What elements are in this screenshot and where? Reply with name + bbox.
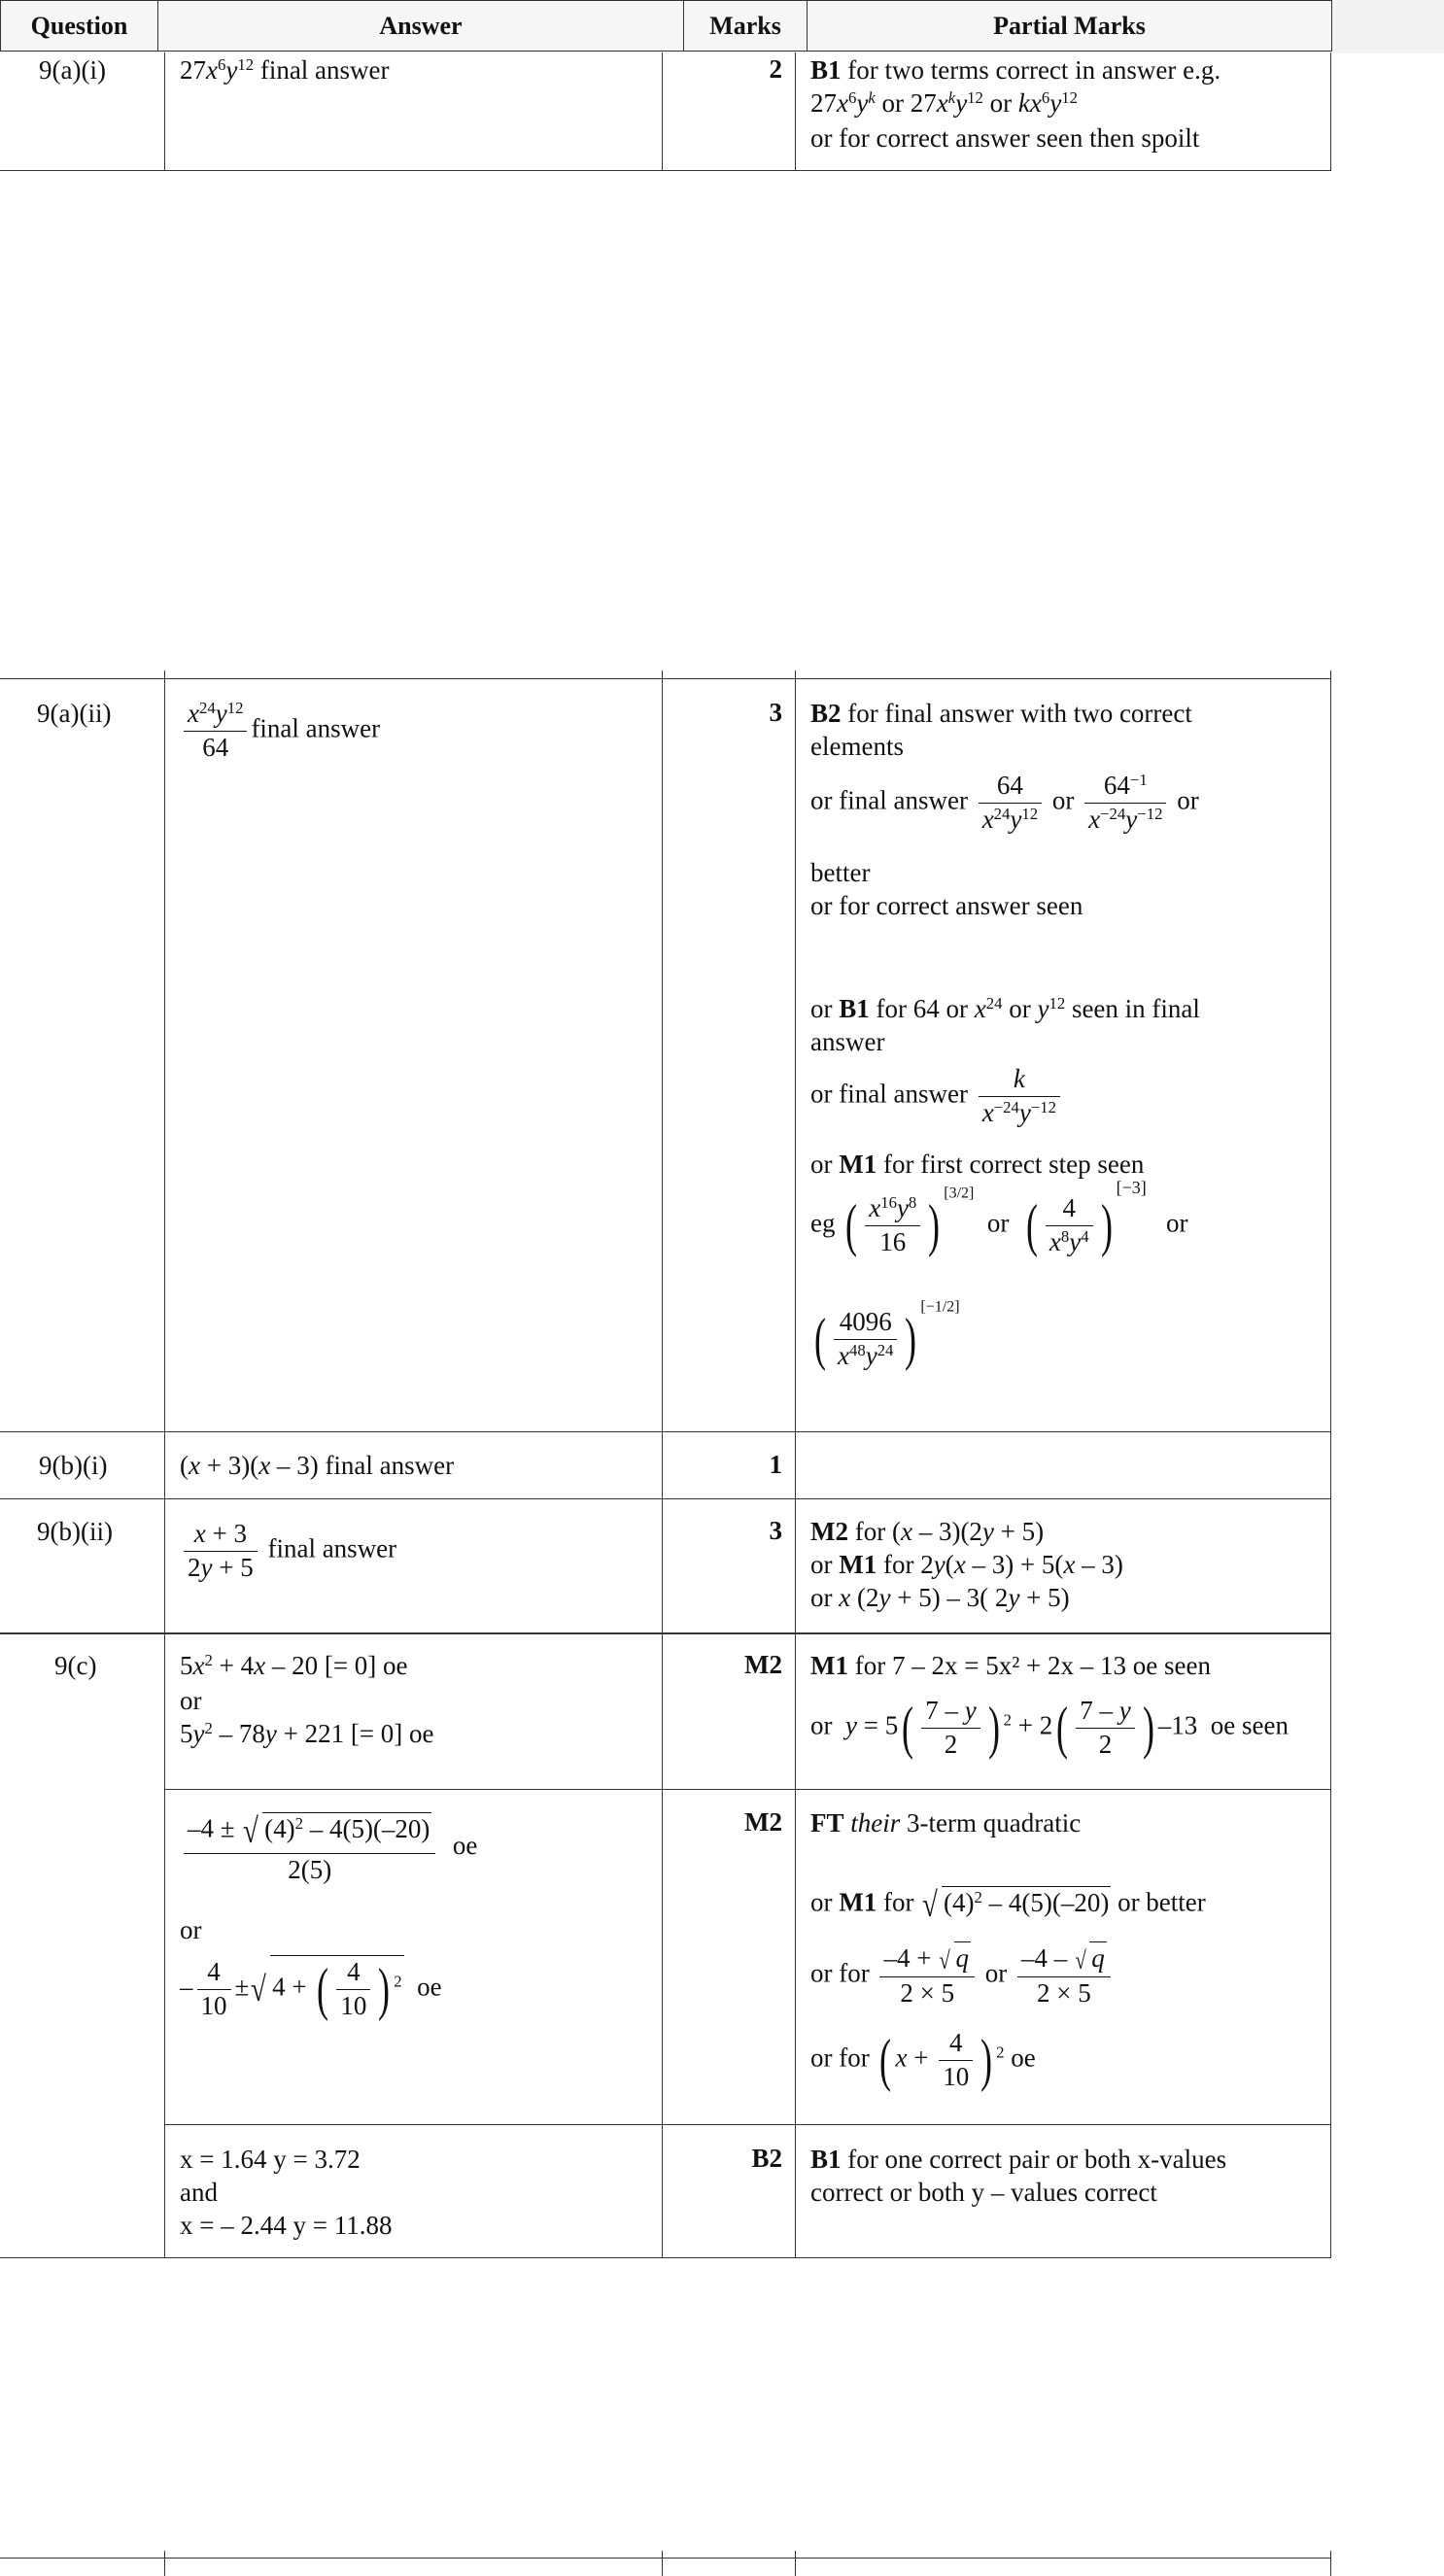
answer-9c-solution-1: x = 1.64 y = 3.72 [180, 2145, 361, 2174]
header-marks: Marks [683, 0, 808, 52]
question-9aii: 9(a)(ii) [37, 699, 112, 728]
marks-9aii: 3 [769, 698, 782, 727]
question-9c: 9(c) [54, 1651, 97, 1680]
partial-9bii-alt: or x (2y + 5) – 3( 2y + 5) [810, 1583, 1070, 1612]
answer-9c-and: and [180, 2178, 218, 2207]
marks-9ai: 2 [769, 54, 782, 84]
partial-9aii-4096: ( $\frac{4096}{x^{48}y^{24}}$ )[−1/2] [813, 1298, 960, 1372]
question-9bii: 9(b)(ii) [37, 1517, 113, 1546]
partial-9aii-answer: answer [810, 1027, 885, 1056]
partial-9aii-eg: eg ( $\frac{x^{16}y^8}{16}$ )[3/2] or ( $\frac{4}{x^8y^4}$ )[−3] or [810, 1178, 1188, 1258]
marks-9c-3: B2 [751, 2144, 782, 2173]
header-question: Question [0, 0, 158, 52]
answer-9c-quad-y: $5y^2 - 78y + 221$ [= 0] oe [180, 1718, 434, 1748]
partial-9c-square: or for ( x + $\frac{4}{10}$ ) $^2$ oe [810, 2028, 1036, 2093]
partial-9aii-correct-seen: or for correct answer seen [810, 891, 1083, 920]
partial-9bii-m2: M2 for (x – 3)(2y + 5) [810, 1517, 1045, 1546]
partial-9c-m1-discriminant: or M1 for √ $(4)^2 - 4(5)(-20)$ or better [810, 1885, 1206, 1924]
partial-9c-b1-cont: correct or both y – values correct [810, 2178, 1157, 2207]
partial-9ai-line3: or for correct answer seen then spoilt [810, 123, 1200, 153]
partial-9aii-better: better [810, 858, 871, 887]
partial-9aii-b2: B2 for final answer with two correct [810, 699, 1192, 728]
partial-9c-ft: FT their 3-term quadratic [810, 1808, 1082, 1838]
partial-9c-substitution: or y = 5( $\frac{7 - y}{2}$ ) $^2$ + 2( $\frac{7 - y}{2}$ ) –13 oe seen [810, 1696, 1289, 1761]
partial-9c-b1: B1 for one correct pair or both x-values [810, 2145, 1227, 2174]
header-partial-marks: Partial Marks [807, 0, 1332, 52]
answer-9c-solution-2: x = – 2.44 y = 11.88 [180, 2211, 393, 2240]
marks-9c-1: M2 [744, 1650, 782, 1679]
partial-9ai-line2: $27x^6y^k$ or $27x^ky^{12}$ or $kx^6y^{12}$ [810, 87, 1078, 118]
answer-9ai: $27x^6y^{12}$ final answer [180, 54, 390, 85]
partial-9aii-m1: or M1 for first correct step seen [810, 1150, 1145, 1179]
partial-9bii-m1: or M1 for 2y(x – 3) + 5(x – 3) [810, 1550, 1123, 1579]
answer-9c-quad-x: $5x^2 + 4x - 20$ [= 0] oe [180, 1650, 408, 1680]
partial-9aii-final-k: or final answer $\frac{k}{x^{-24}y^{-12}}$ [810, 1063, 1064, 1130]
marks-9bi: 1 [769, 1450, 782, 1479]
partial-9c-roots: or for $\frac{-4 + √ q}{2 \times 5}$ or $\frac{-4 - √ q}{2 \times 5}$ [810, 1941, 1115, 2010]
answer-9aii: $\frac{x^{24}y^{12}}{64}$ final answer [180, 698, 380, 765]
question-9ai: 9(a)(i) [39, 55, 106, 85]
question-9bi: 9(b)(i) [39, 1451, 108, 1480]
partial-9ai-line1: B1 for two terms correct in answer e.g. [810, 55, 1221, 85]
answer-9c-or-2: or [180, 1915, 202, 1944]
partial-9aii-elements: elements [810, 732, 904, 761]
marks-9bii: 3 [769, 1516, 782, 1545]
answer-9bii: $\frac{x + 3}{2y + 5}$ final answer [180, 1518, 396, 1585]
answer-9c-formula: $\frac{-4 \pm √ (4)^2 - 4(5)(-20)}{2(5)}$ oe [180, 1809, 477, 1887]
answer-9c-complete-square: – $\frac{4}{10}$ ±√ 4 + ( $\frac{4}{10}$ ) $^2$ oe [180, 1957, 442, 2022]
answer-9bi: (x + 3)(x – 3) final answer [180, 1451, 455, 1480]
header-answer: Answer [157, 0, 684, 52]
partial-9aii-b1: or B1 for 64 or $x^{24}$ or $y^{12}$ seen in final [810, 993, 1200, 1023]
marks-9c-2: M2 [744, 1807, 782, 1837]
partial-9aii-final-answer: or final answer $\frac{64}{x^{24}y^{12}}$ or $\frac{64^{-1}}{x^{-24}y^{-12}}$ or [810, 770, 1199, 834]
partial-9c-m1: M1 for 7 – 2x = 5x² + 2x – 13 oe seen [810, 1651, 1211, 1680]
answer-9c-or: or [180, 1686, 202, 1715]
